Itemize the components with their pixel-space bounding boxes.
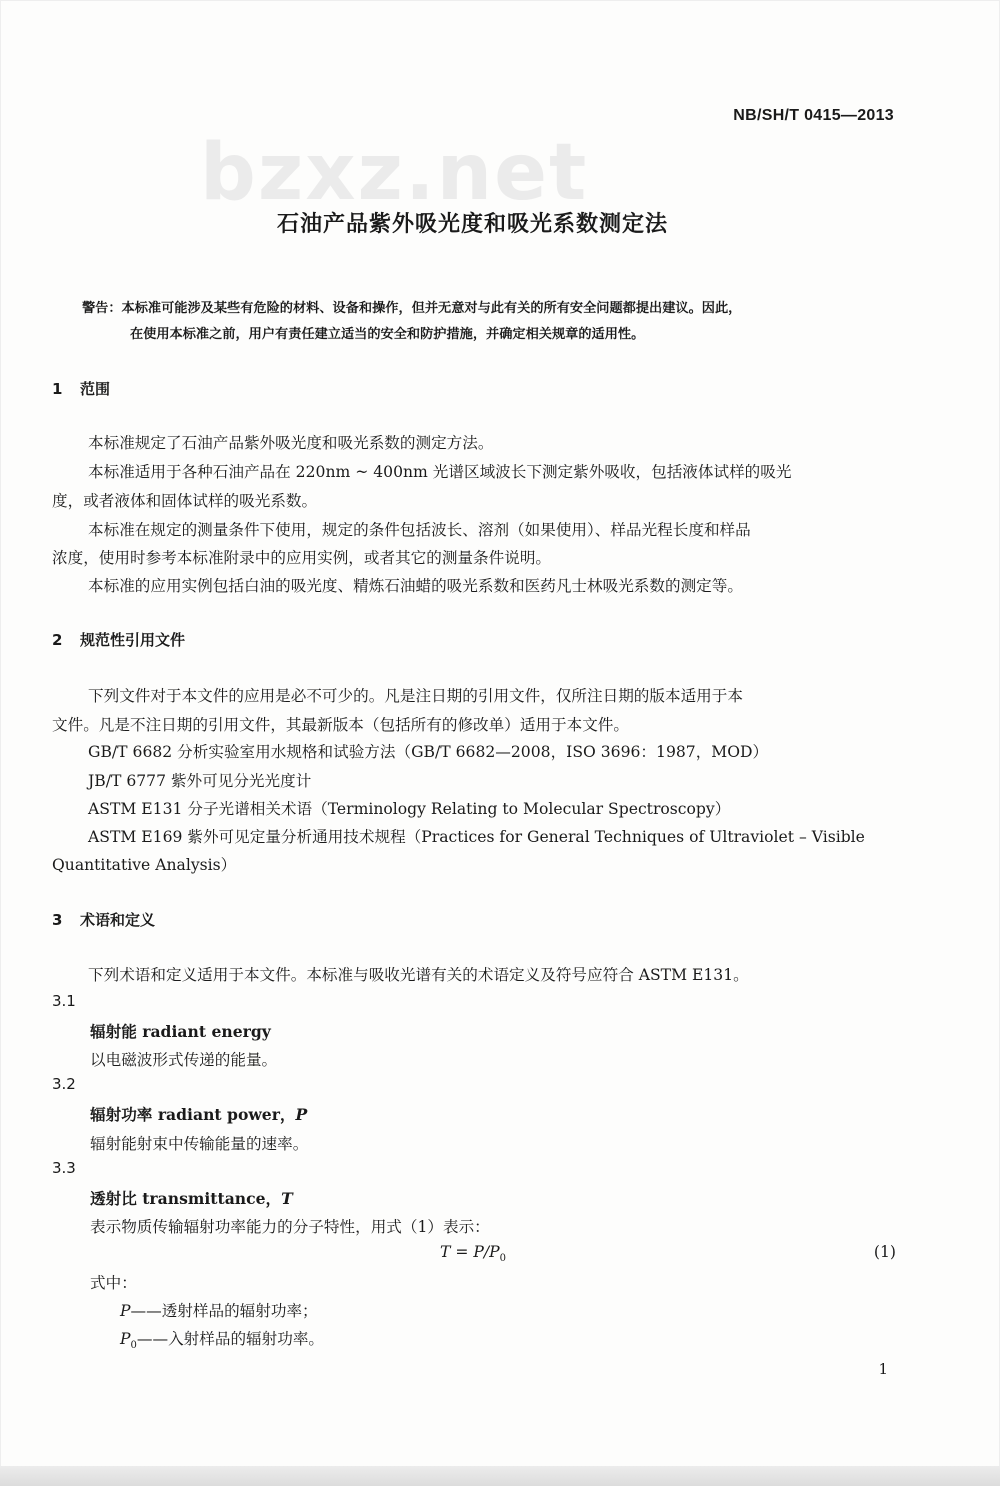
scan-bottom-edge <box>0 1466 1000 1486</box>
reference-item-continuation: Quantitative Analysis） <box>52 856 237 874</box>
term-definition: 辐射能射束中传输能量的速率。 <box>90 1135 309 1153</box>
paragraph: 文件。凡是不注日期的引用文件，其最新版本（包括所有的修改单）适用于本文件。 <box>52 716 629 734</box>
formula-number: (1) <box>873 1243 896 1261</box>
term-en: radiant energy <box>142 1022 271 1041</box>
where-label: 式中： <box>90 1274 137 1292</box>
term-number: 3.2 <box>52 1075 76 1093</box>
page-number: 1 <box>878 1360 888 1378</box>
section-title: 术语和定义 <box>80 911 156 929</box>
paragraph: 下列术语和定义适用于本文件。本标准与吸收光谱有关的术语定义及符号应符合 ASTM E131。 <box>88 966 749 984</box>
paragraph: 下列文件对于本文件的应用是必不可少的。凡是注日期的引用文件，仅所注日期的版本适用于本 <box>88 687 743 705</box>
term-symbol: T <box>281 1189 293 1208</box>
symbol-definition <box>120 1299 318 1321</box>
document-title: 石油产品紫外吸光度和吸光系数测定法 <box>276 212 668 237</box>
symbol: P <box>120 1330 131 1348</box>
term-en: radiant power， <box>157 1105 296 1124</box>
term-heading <box>90 1187 293 1209</box>
standard-code: NB/SH/T 0415—2013 <box>733 107 894 124</box>
term-symbol: P <box>295 1105 308 1124</box>
reference-item: ASTM E169 紫外可见定量分析通用技术规程（Practices for General Techniques of Ultraviolet – Visible <box>88 828 865 846</box>
symbol-description: ——入射样品的辐射功率。 <box>136 1330 325 1348</box>
formula-expression: T = P/P <box>440 1243 500 1261</box>
formula <box>440 1243 506 1264</box>
formula-subscript: 0 <box>499 1253 506 1265</box>
section-title: 规范性引用文件 <box>80 631 186 649</box>
section-number: 1 <box>52 380 63 398</box>
symbol-description: ——透射样品的辐射功率； <box>130 1302 318 1320</box>
paragraph: 浓度，使用时参考本标准附录中的应用实例，或者其它的测量条件说明。 <box>52 549 552 567</box>
reference-item: ASTM E131 分子光谱相关术语（Terminology Relating to Molecular Spectroscopy） <box>88 800 731 818</box>
safety-warning <box>82 296 902 348</box>
section-2-heading <box>52 629 185 650</box>
section-1-heading <box>52 378 110 399</box>
section-3-heading <box>52 909 155 930</box>
term-zh: 透射比 <box>90 1190 137 1208</box>
section-number: 3 <box>52 911 63 929</box>
paragraph: 本标准在规定的测量条件下使用，规定的条件包括波长、溶剂（如果使用）、样品光程长度和样品 <box>88 521 751 539</box>
warning-line-1: 警告：本标准可能涉及某些有危险的材料、设备和操作，但并无意对与此有关的所有安全问题都提出建议。因此， <box>82 301 742 316</box>
symbol-subscript: 0 <box>130 1340 137 1352</box>
watermark: bzxz.net <box>200 128 589 218</box>
term-zh: 辐射功率 <box>90 1106 153 1124</box>
term-heading <box>90 1103 307 1125</box>
paragraph: 本标准适用于各种石油产品在 220nm ~ 400nm 光谱区域波长下测定紫外吸收，包括液体试样的吸光 <box>88 463 792 481</box>
term-number: 3.1 <box>52 992 76 1010</box>
section-title: 范围 <box>80 380 111 398</box>
term-zh: 辐射能 <box>90 1023 137 1041</box>
term-definition: 以电磁波形式传递的能量。 <box>90 1051 278 1069</box>
paragraph: 度，或者液体和固体试样的吸光系数。 <box>52 492 318 510</box>
paragraph: 本标准规定了石油产品紫外吸光度和吸光系数的测定方法。 <box>88 434 494 452</box>
reference-item: GB/T 6682 分析实验室用水规格和试验方法（GB/T 6682—2008，ISO 3696：1987，MOD） <box>88 743 769 761</box>
term-definition: 表示物质传输辐射功率能力的分子特性，用式（1）表示： <box>90 1218 490 1236</box>
warning-line-2: 在使用本标准之前，用户有责任建立适当的安全和防护措施，并确定相关规章的适用性。 <box>130 327 645 342</box>
reference-item: JB/T 6777 紫外可见分光光度计 <box>88 772 312 790</box>
symbol: P <box>120 1302 131 1320</box>
section-number: 2 <box>52 631 63 649</box>
paragraph: 本标准的应用实例包括白油的吸光度、精炼石油蜡的吸光系数和医药凡士林吸光系数的测定等。 <box>88 577 743 595</box>
term-number: 3.3 <box>52 1159 76 1177</box>
term-en: transmittance， <box>142 1189 282 1208</box>
term-heading <box>90 1020 271 1042</box>
symbol-definition <box>120 1327 324 1351</box>
